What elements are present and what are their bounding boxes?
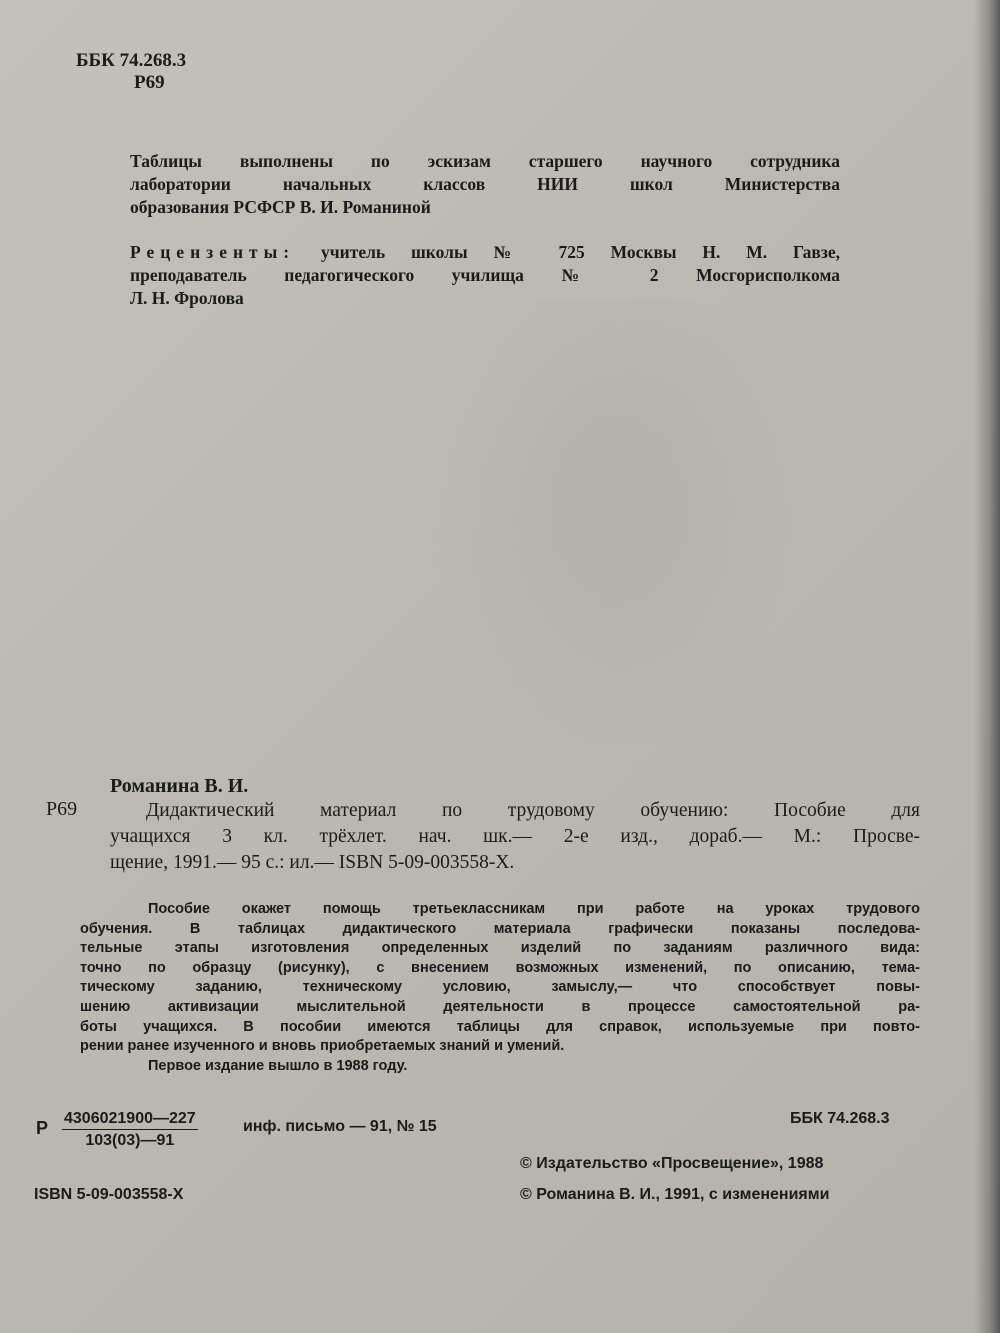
- index-numerator: 4306021900—227: [62, 1110, 198, 1130]
- index-denominator: 103(03)—91: [85, 1132, 175, 1149]
- catalog-line: Дидактический материал по трудовому обучению: Пособие для: [146, 800, 920, 821]
- catalog-line: учащихся 3 кл. трёхлет. нач. шк.— 2-е изд., дораб.— М.: Просве-: [110, 826, 920, 847]
- annotation-line: Пособие окажет помощь третьеклассникам при работе на уроках трудового: [148, 901, 920, 917]
- reviewers-label: Рецензенты:: [130, 242, 296, 262]
- annotation-line: шению активизации мыслительной деятельности в процессе самостоятельной ра-: [80, 998, 920, 1015]
- info-letter: инф. письмо — 91, № 15: [243, 1118, 437, 1135]
- credits-line: Таблицы выполнены по эскизам старшего научного сотрудника: [130, 151, 840, 171]
- page-edge-shadow: [974, 0, 1000, 1333]
- reviewers-block: [130, 241, 840, 310]
- illustration-credits: [130, 150, 840, 219]
- annotation: [80, 900, 920, 1076]
- author-mark-top: Р69: [134, 72, 165, 93]
- bbk-code-bottom: ББК 74.268.3: [790, 1110, 890, 1127]
- reviewers-line: Л. Н. Фролова: [130, 288, 244, 308]
- annotation-line: тельные этапы изготовления определенных изделий по заданиям различного вида:: [80, 940, 920, 957]
- catalog-author-mark: Р69: [46, 798, 78, 820]
- bbk-header: [76, 50, 186, 94]
- annotation-line: обучения. В таблицах дидактического материала графически показаны последова-: [80, 920, 920, 937]
- isbn: ISBN 5-09-003558-Х: [34, 1186, 184, 1203]
- copyright-author: © Романина В. И., 1991, с изменениями: [520, 1186, 830, 1203]
- reviewers-line: преподаватель педагогического училища № 2 Мосгорисполкома: [130, 265, 840, 285]
- reviewers-line: учитель школы № 725 Москвы Н. М. Гавзе,: [321, 242, 841, 262]
- catalog-description: [110, 798, 920, 876]
- annotation-line: рении ранее изученного и вновь приобретаемых знаний и умений.: [80, 1038, 565, 1055]
- first-edition-note: Первое издание вышло в 1988 году.: [148, 1057, 408, 1074]
- bbk-code-top: ББК 74.268.3: [76, 50, 187, 71]
- annotation-line: точно по образцу (рисунку), с внесением возможных изменений, по описанию, тема-: [80, 959, 920, 976]
- reviewers-line-1: [130, 241, 840, 264]
- index-letter: Р: [36, 1118, 49, 1138]
- credits-line: лаборатории начальных классов НИИ школ Министерства: [130, 174, 840, 194]
- catalog-line: щение, 1991.— 95 с.: ил.— ISBN 5-09-003558-Х.: [110, 852, 515, 873]
- copyright-publisher: © Издательство «Просвещение», 1988: [520, 1155, 824, 1172]
- annotation-line: тическому заданию, техническому условию, замыслу,— что способствует повы-: [80, 979, 920, 996]
- publisher-index-fraction: [62, 1110, 198, 1150]
- annotation-line: боты учащихся. В пособии имеются таблицы для справок, используемые при повто-: [80, 1018, 920, 1035]
- catalog-author: Романина В. И.: [110, 775, 249, 797]
- bleed-through-shadow: [400, 300, 820, 780]
- credits-line: образования РСФСР В. И. Романиной: [130, 197, 431, 217]
